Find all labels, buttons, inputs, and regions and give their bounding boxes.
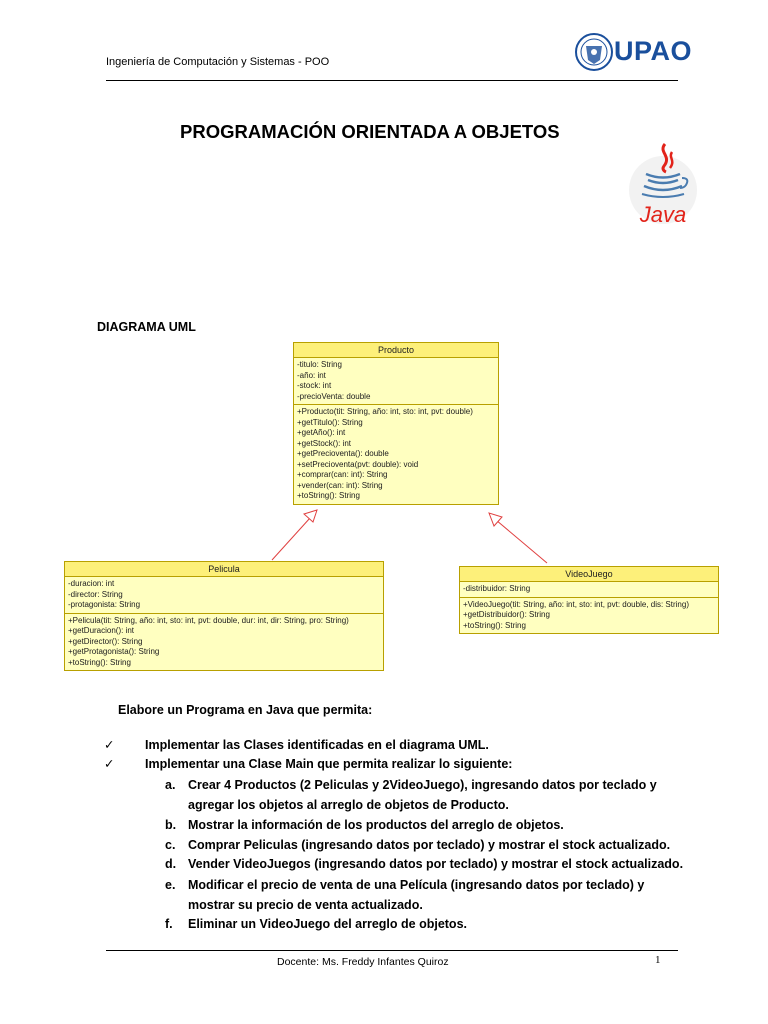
uml-method: +getProtagonista(): String: [68, 647, 160, 656]
uml-method: +Producto(tit: String, año: int, sto: int, pvt: double): [297, 407, 473, 416]
subitem-label: f.: [165, 917, 173, 931]
check-icon: ✓: [104, 757, 115, 771]
subitem-d: [165, 854, 690, 874]
uml-attribute: -director: String: [68, 589, 123, 599]
header-course: Ingeniería de Computación y Sistemas - POO: [106, 56, 330, 68]
uml-method: +getAño(): int: [297, 428, 346, 437]
subitem-b: [165, 815, 690, 835]
uml-class-producto: [293, 342, 499, 505]
uml-method: +getStock(): int: [297, 438, 352, 448]
uml-class-videojuego: [459, 566, 719, 634]
uml-method: +setPrecioventa(pvt: double): void: [297, 459, 419, 469]
checklist-item: Implementar una Clase Main que permita realizar lo siguiente:: [145, 757, 513, 771]
uml-attribute: -año: int: [297, 370, 326, 380]
uml-attribute: -precioVenta: double: [297, 391, 371, 401]
uml-method: +Pelicula(tit: String, año: int, sto: int, pvt: double, dur: int, dir: String, pro: String): [68, 615, 349, 625]
subitem-label: c.: [165, 838, 176, 852]
subitem-text: Modificar el precio de venta de una Película (ingresando datos por teclado) y mostrar su precio de venta actualizado.: [188, 878, 645, 912]
subitem-label: b.: [165, 818, 177, 832]
uml-attribute: -distribuidor: String: [463, 584, 531, 593]
uml-method: +VideoJuego(tit: String, año: int, sto: int, pvt: double, dis: String): [463, 599, 689, 609]
page-title: PROGRAMACIÓN ORIENTADA A OBJETOS: [180, 121, 560, 142]
uml-class-name: Pelicula: [65, 562, 383, 577]
uml-method: +getDirector(): String: [68, 636, 143, 646]
subitem-f: [165, 914, 690, 934]
uml-attribute: -titulo: String: [297, 360, 342, 369]
uml-method: +getDuracion(): int: [68, 626, 135, 635]
uml-attribute: -stock: int: [297, 381, 332, 390]
upao-logo-text: UPAO: [614, 36, 693, 66]
subitem-label: d.: [165, 857, 177, 871]
subitem-text: Comprar Peliculas (ingresando datos por teclado) y mostrar el stock actualizado.: [188, 838, 671, 852]
uml-method: +getTitulo(): String: [297, 417, 363, 427]
pelicula-inheritance-arrowhead: [304, 510, 317, 522]
uml-method: +getPrecioventa(): double: [297, 449, 389, 458]
uml-class-pelicula: [64, 561, 384, 671]
java-logo-text: Java: [639, 202, 687, 227]
uml-class-name: Producto: [294, 343, 498, 358]
uml-method: +comprar(can: int): String: [297, 470, 388, 479]
uml-class-name: VideoJuego: [460, 567, 718, 582]
uml-attributes: [65, 577, 383, 614]
subitem-e: [165, 875, 690, 915]
subitem-text: Vender VideoJuegos (ingresando datos por teclado) y mostrar el stock actualizado.: [188, 857, 684, 871]
section-title: DIAGRAMA UML: [97, 320, 196, 334]
subitem-c: [165, 835, 690, 855]
subitem-label: e.: [165, 878, 176, 892]
page-number: 1: [655, 954, 661, 966]
pelicula-inherits-line: [272, 518, 310, 560]
subitem-text: Eliminar un VideoJuego del arreglo de objetos.: [188, 917, 467, 931]
uml-attribute: -protagonista: String: [68, 600, 141, 609]
uml-method: +getDistribuidor(): String: [463, 610, 550, 619]
instructions-intro: Elabore un Programa en Java que permita:: [118, 703, 373, 717]
subitem-text: Mostrar la información de los productos del arreglo de objetos.: [188, 818, 564, 832]
uml-attribute: -duracion: int: [68, 579, 115, 588]
uml-methods: [294, 405, 498, 504]
checklist-item: Implementar las Clases identificadas en el diagrama UML.: [145, 738, 489, 752]
uml-attributes: [294, 358, 498, 405]
uml-method: +toString(): String: [297, 491, 360, 500]
subitem-a: [165, 775, 690, 815]
subitem-label: a.: [165, 778, 176, 792]
uml-method: +toString(): String: [463, 620, 526, 630]
uml-methods: [65, 614, 383, 671]
uml-attributes: [460, 582, 718, 598]
footer-teacher: Docente: Ms. Freddy Infantes Quiroz: [277, 956, 449, 968]
subitem-text: Crear 4 Productos (2 Peliculas y 2VideoJuego), ingresando datos por teclado y agregar los objetos al arreglo de objetos de Producto.: [188, 778, 657, 812]
footer-divider: [106, 950, 678, 951]
videojuego-inherits-line: [496, 520, 547, 563]
uml-methods: [460, 598, 718, 634]
uml-method: +vender(can: int): String: [297, 480, 383, 490]
uml-method: +toString(): String: [68, 657, 131, 667]
check-icon: ✓: [104, 738, 115, 752]
